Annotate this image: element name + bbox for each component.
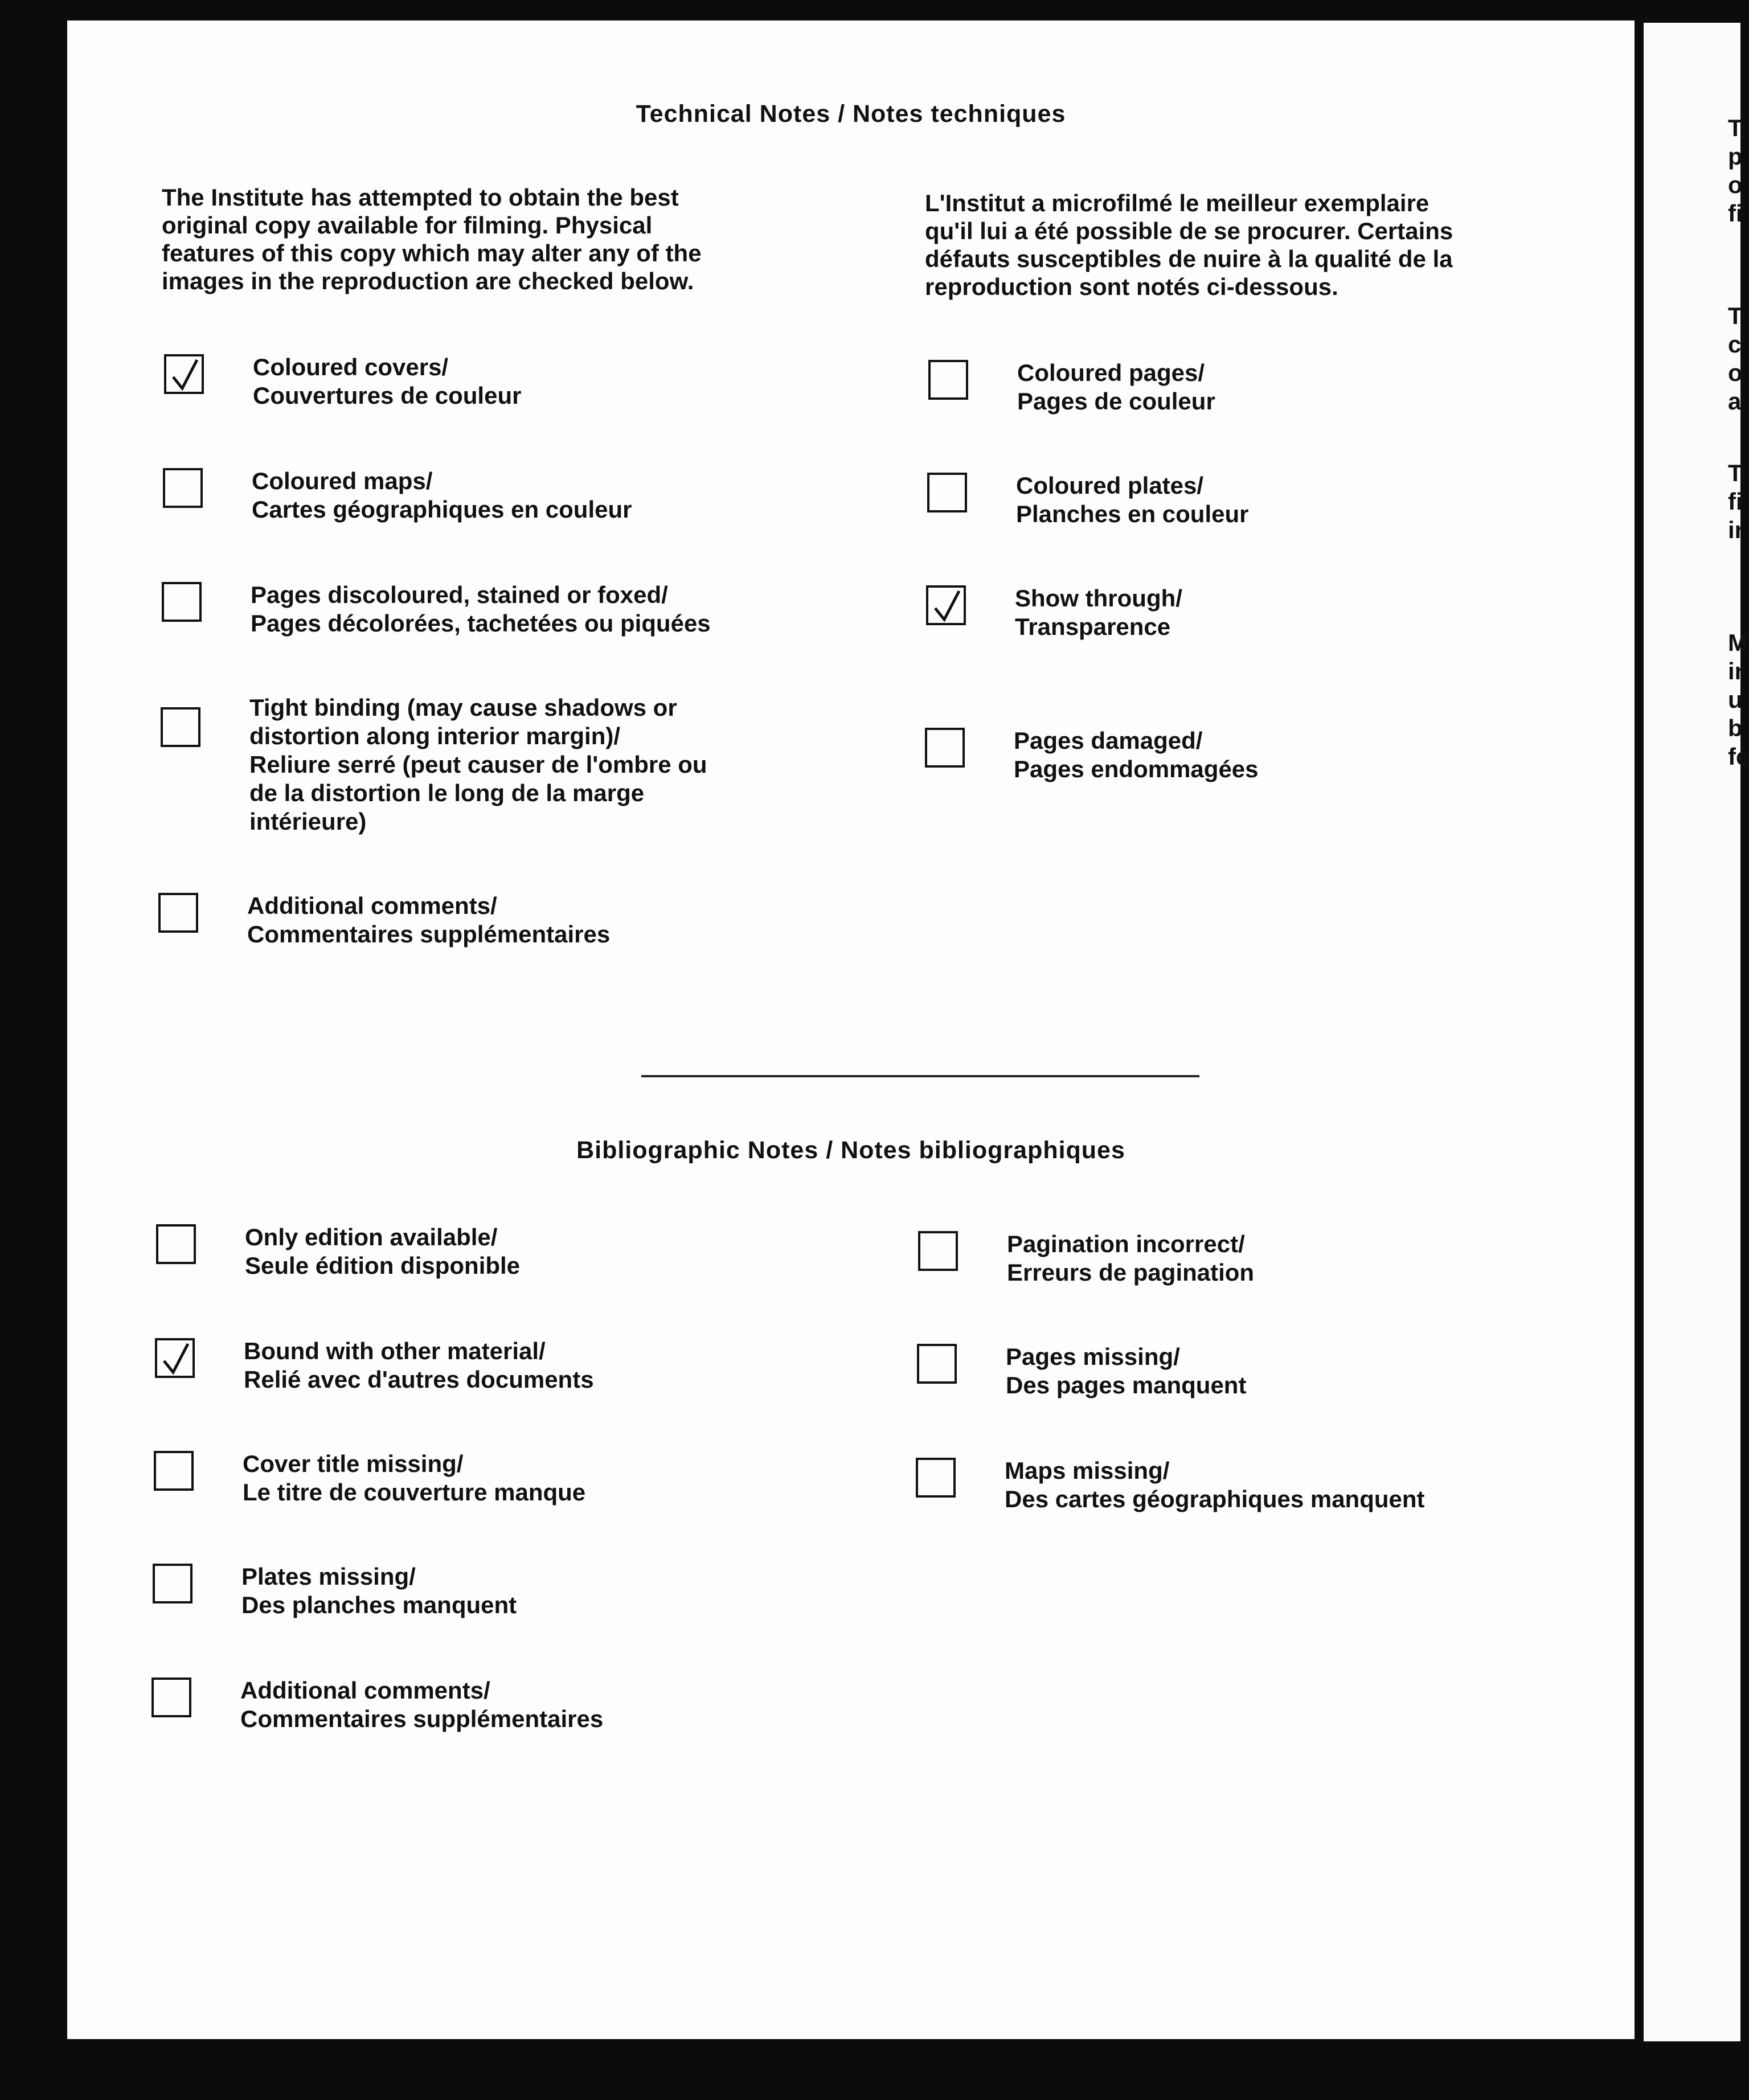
checkmark-icon: [931, 589, 965, 624]
checkbox-label: Pages discoloured, stained or foxed/ Pages décolorées, tachetées ou piquées: [251, 581, 711, 637]
checkbox[interactable]: [163, 468, 203, 508]
checkbox[interactable]: [151, 1677, 191, 1717]
checkbox-label: Coloured covers/ Couvertures de couleur: [253, 354, 522, 409]
checkbox[interactable]: [156, 1224, 196, 1264]
section-divider: [641, 1075, 1199, 1077]
adjacent-page-text: M ir u b fc: [1728, 629, 1749, 770]
checkbox-label: Plates missing/ Des planches manquent: [241, 1563, 517, 1618]
checkbox[interactable]: [918, 1231, 958, 1271]
checkbox-label: Cover title missing/ Le titre de couverture manque: [243, 1450, 586, 1506]
checkmark-icon: [159, 1342, 194, 1377]
checkbox-label: Additional comments/ Commentaires supplémentaires: [240, 1677, 604, 1732]
checkbox[interactable]: [164, 354, 204, 394]
checkbox[interactable]: [928, 360, 968, 400]
adjacent-page-text: T c o a: [1728, 302, 1743, 415]
checkbox[interactable]: [162, 582, 202, 622]
checkbox-label: Maps missing/ Des cartes géographiques manquent: [1005, 1457, 1425, 1512]
checkbox-label: Show through/ Transparence: [1015, 585, 1182, 640]
checkbox-label: Pages missing/ Des pages manquent: [1006, 1343, 1247, 1398]
checkbox[interactable]: [917, 1344, 957, 1384]
checkbox[interactable]: [158, 893, 198, 933]
page-sheet: [67, 20, 1635, 2039]
adjacent-page-text: T p o fi: [1728, 114, 1743, 227]
checkbox[interactable]: [926, 585, 966, 625]
checkbox[interactable]: [161, 707, 200, 747]
intro-french: L'Institut a microfilmé le meilleur exemplaire qu'il lui a été possible de se procurer. Certains défauts susceptibles de nuire à la qualité de la reproduction sont notés ci-dessous.: [925, 190, 1453, 300]
intro-english: The Institute has attempted to obtain the best original copy available for filming. Physical features of this copy which may alter any of the images in the reproduction are checked below.: [162, 184, 702, 294]
checkbox-label: Additional comments/ Commentaires supplémentaires: [247, 892, 611, 948]
checkbox-label: Only edition available/ Seule édition disponible: [245, 1224, 521, 1279]
checkbox-label: Coloured plates/ Planches en couleur: [1016, 472, 1249, 527]
adjacent-page-edge: [1644, 23, 1740, 2041]
checkbox[interactable]: [925, 728, 965, 768]
checkbox[interactable]: [916, 1458, 956, 1498]
technical-notes-title: Technical Notes / Notes techniques: [636, 100, 1066, 128]
checkbox-label: Coloured pages/ Pages de couleur: [1017, 359, 1215, 415]
bibliographic-notes-title: Bibliographic Notes / Notes bibliographiques: [576, 1137, 1125, 1164]
checkbox-label: Coloured maps/ Cartes géographiques en couleur: [252, 467, 632, 523]
checkbox[interactable]: [153, 1564, 192, 1603]
checkbox-label: Tight binding (may cause shadows or distortion along interior margin)/ Reliure serré (peut causer de l'ombre ou de la distortion le long de la marge intérieure): [249, 694, 707, 835]
checkbox-label: Pagination incorrect/ Erreurs de pagination: [1007, 1231, 1255, 1286]
checkmark-icon: [169, 358, 203, 393]
checkbox-label: Pages damaged/ Pages endommagées: [1014, 727, 1259, 782]
checkbox[interactable]: [927, 473, 967, 512]
checkbox-label: Bound with other material/ Relié avec d'autres documents: [244, 1338, 594, 1393]
checkbox[interactable]: [155, 1338, 195, 1378]
checkbox[interactable]: [154, 1451, 194, 1491]
adjacent-page-text: T fi ir: [1728, 460, 1744, 543]
